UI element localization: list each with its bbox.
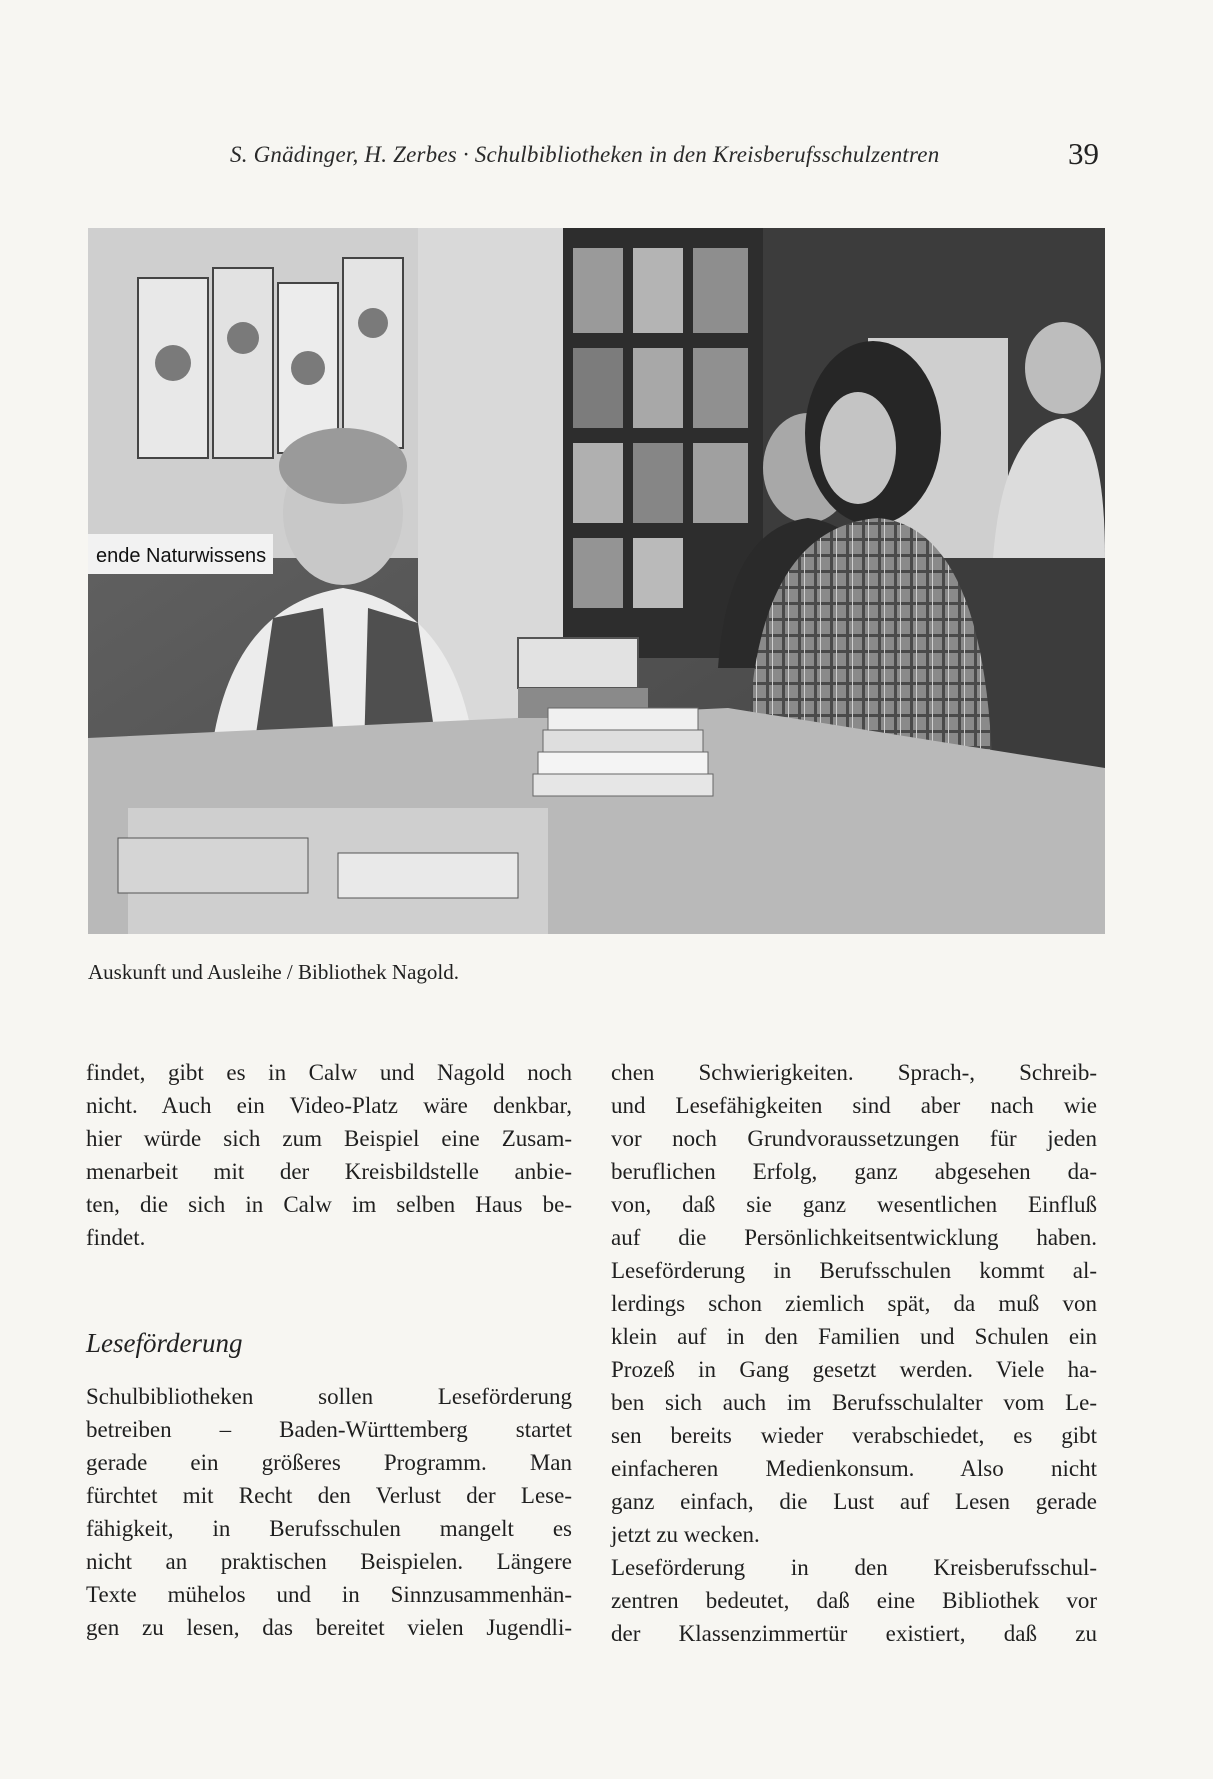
library-photo — [88, 228, 1105, 934]
text-line: fähigkeit, in Berufsschulen mangelt es — [86, 1516, 572, 1541]
text-line: einfacheren Medienkonsum. Also nicht — [611, 1456, 1097, 1481]
text-line: Texte mühelos und in Sinnzusammenhän- — [86, 1582, 572, 1607]
text-line: vor noch Grundvoraussetzungen für jeden — [611, 1126, 1097, 1151]
text-line: beruflichen Erfolg, ganz abgesehen da- — [611, 1159, 1097, 1184]
right-column — [611, 1056, 1097, 1650]
section-heading: Leseförderung — [86, 1328, 243, 1358]
text-line: sen bereits wieder verabschiedet, es gibt — [611, 1423, 1097, 1448]
text-line: von, daß sie ganz wesentlichen Einfluß — [611, 1192, 1097, 1217]
text-line: jetzt zu wecken. — [611, 1522, 760, 1547]
text-line: hier würde sich zum Beispiel eine Zusam- — [86, 1126, 572, 1151]
text-line: fürchtet mit Recht den Verlust der Lese- — [86, 1483, 572, 1508]
poster-banner-text: ende Naturwissens — [96, 545, 267, 567]
text-line: findet, gibt es in Calw und Nagold noch — [86, 1060, 572, 1085]
text-line: nicht an praktischen Beispielen. Längere — [86, 1549, 572, 1574]
text-line: gen zu lesen, das bereitet vielen Jugendli- — [86, 1615, 572, 1640]
page-number: 39 — [1068, 136, 1099, 171]
text-line: Leseförderung in Berufsschulen kommt al- — [611, 1258, 1097, 1283]
text-line: der Klassenzimmertür existiert, daß zu — [611, 1621, 1097, 1646]
left-column-top — [86, 1056, 572, 1254]
left-column-bottom — [86, 1380, 572, 1644]
text-line: ten, die sich in Calw im selben Haus be- — [86, 1192, 572, 1217]
text-line: findet. — [86, 1225, 146, 1250]
text-line: nicht. Auch ein Video-Platz wäre denkbar, — [86, 1093, 572, 1118]
text-line: klein auf in den Familien und Schulen ein — [611, 1324, 1097, 1349]
text-line: menarbeit mit der Kreisbildstelle anbie- — [86, 1159, 572, 1184]
photo-caption: Auskunft und Ausleihe / Bibliothek Nagold. — [88, 960, 459, 984]
text-line: betreiben – Baden-Württemberg startet — [86, 1417, 572, 1442]
text-line: Prozeß in Gang gesetzt werden. Viele ha- — [611, 1357, 1097, 1382]
text-line: Leseförderung in den Kreisberufsschul- — [611, 1555, 1097, 1580]
text-line: chen Schwierigkeiten. Sprach-, Schreib- — [611, 1060, 1097, 1085]
text-line: ben sich auch im Berufsschulalter vom Le- — [611, 1390, 1097, 1415]
text-line: auf die Persönlichkeitsentwicklung haben. — [611, 1225, 1097, 1250]
text-line: Schulbibliotheken sollen Leseförderung — [86, 1384, 572, 1409]
text-line: ganz einfach, die Lust auf Lesen gerade — [611, 1489, 1097, 1514]
text-line: und Lesefähigkeiten sind aber nach wie — [611, 1093, 1097, 1118]
running-header: S. Gnädinger, H. Zerbes · Schulbibliotheken in den Kreisberufsschulzentren — [230, 142, 940, 167]
text-line: gerade ein größeres Programm. Man — [86, 1450, 572, 1475]
text-line: lerdings schon ziemlich spät, da muß von — [611, 1291, 1097, 1316]
text-line: zentren bedeutet, daß eine Bibliothek vor — [611, 1588, 1097, 1613]
